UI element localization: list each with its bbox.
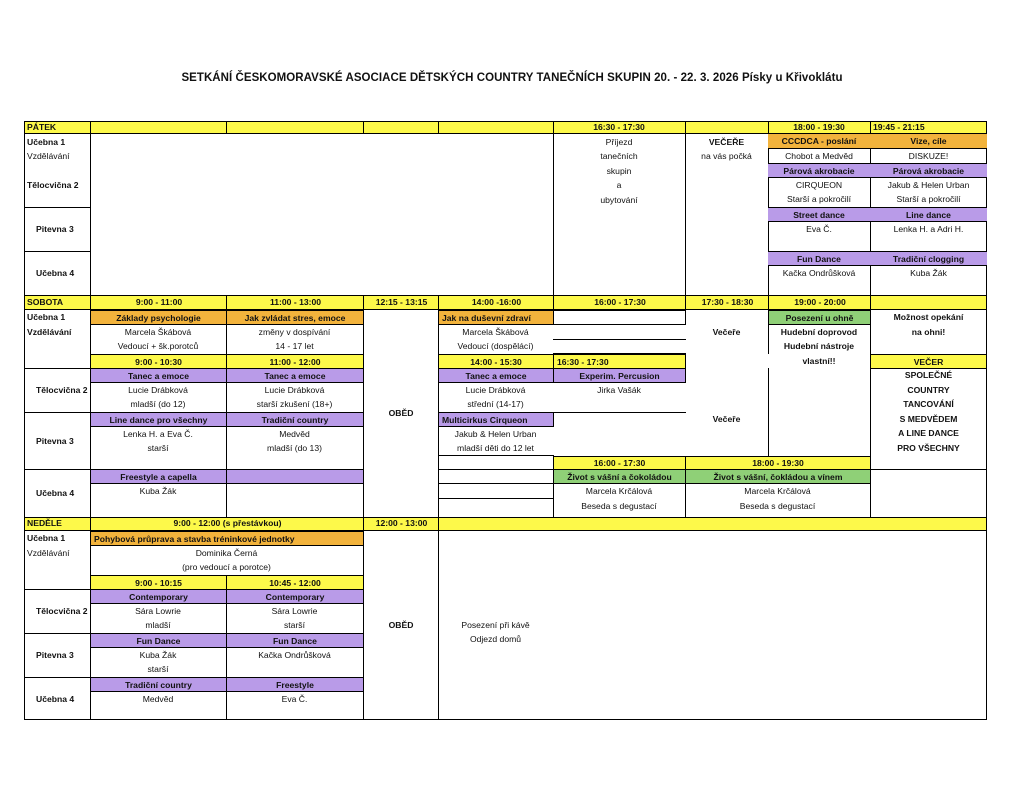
patek-room-2: Tělocvična 2 [27,180,79,190]
sobota-hudba-3: vlastní!! [802,356,836,366]
sobota-lineall-who: Lenka H. a Eva Č. [123,429,193,439]
sobota-vecer-line: COUNTRY [907,385,950,395]
patek-parova-2-who: Jakub & Helen Urban [887,180,970,190]
patek-dinner: VEČEŘE [708,137,745,147]
nedele-time2-0900: 9:00 - 10:15 [90,575,227,590]
sobota-free: Freestyle a capella [90,469,227,484]
sobota-ohen-cell [768,310,871,368]
sobota-time2-0900: 9:00 - 10:30 [90,354,227,369]
nedele-free: Freestyle [226,677,364,692]
nedele-free-who: Eva Č. [281,694,308,704]
nedele-room-2: Tělocvična 2 [36,606,88,617]
patek-day-label: PÁTEK [27,122,57,132]
nedele-cont-2-who: Sára Lowrie [271,606,318,616]
sobota-time3-1800: 18:00 - 19:30 [685,456,871,470]
sobota-tanec-2: Tanec a emoce [226,368,364,383]
sobota-multi-who: Jakub & Helen Urban [454,429,537,439]
sobota-tanec-3: Tanec a emoce [438,368,554,383]
sobota-time-1900: 19:00 - 20:00 [768,295,871,310]
nedele-room-1: Učebna 1 [27,533,66,543]
nedele-time-0900: 9:00 - 12:00 (s přestávkou) [90,516,364,531]
sobota-room-1: Učebna 1 [27,312,66,322]
page-title: SETKÁNÍ ČESKOMORAVSKÉ ASOCIACE DĚTSKÝCH COUNTRY TANEČNÍCH SKUPIN 20. - 22. 3. 2026 Písky u Křivoklátu [181,72,843,84]
patek-parova-1-level: Starší a pokročilí [787,194,851,204]
nedele-kava-1: Posezení při kávě [461,620,530,630]
patek-arrival-line: ubytování [600,195,638,205]
nedele-fun-1: Fun Dance [90,633,227,648]
sobota-cokolada-2-sub: Beseda s degustací [739,501,816,511]
nedele-cont-2: Contemporary [226,589,364,604]
sobota-time-1730: 17:30 - 18:30 [685,295,769,310]
empty-cell [438,469,554,484]
sobota-time-1215: 12:15 - 13:15 [363,295,439,310]
nedele-fun-1-level: starší [147,664,169,674]
sobota-opekani-1: Možnost opekání [893,312,964,322]
patek-fun: Fun Dance [768,251,870,266]
patek-room-1: Učebna 1 [27,137,66,147]
sobota-time2-1630: 16:30 - 17:30 [553,354,686,369]
divider [438,517,439,531]
sobota-dusevni: Jak na duševní zdraví [438,310,554,325]
divider [363,121,364,134]
sobota-tanec-3-level: střední (14-17) [467,399,524,409]
sobota-vecer-line: PRO VŠECHNY [897,443,960,453]
sobota-day-label: SOBOTA [27,297,64,307]
sobota-ohen: Posezení u ohně [768,310,871,325]
patek-street: Street dance [768,207,870,222]
nedele-time2-1045: 10:45 - 12:00 [226,575,364,590]
sobota-tanec-3-who: Lucie Drábková [465,385,526,395]
sobota-multi-level: mladší děti do 12 let [457,443,534,453]
sobota-perc: Experim. Percusion [553,368,686,383]
patek-clog: Tradiční clogging [870,251,987,266]
sobota-vecer: VEČER [870,354,987,369]
patek-street-who: Eva Č. [806,224,832,234]
divider [226,604,227,633]
divider [226,484,227,517]
sobota-zakl-for: Vedoucí + šk.porotců [117,341,199,351]
sobota-dinner-1: Večeře [685,310,769,354]
nedele-time-1200: 12:00 - 13:00 [363,516,439,531]
sobota-room-3: Pitevna 3 [36,435,74,446]
patek-room-4: Učebna 4 [36,268,75,279]
sobota-time-1100: 11:00 - 13:00 [226,295,364,310]
patek-vize: Vize, cíle [870,134,987,149]
sobota-tanec-1-who: Lucie Drábková [128,385,188,395]
empty-cell [768,368,871,470]
patek-parova-2-level: Starší a pokročilí [896,194,961,204]
sobota-time-1600: 16:00 - 17:30 [553,295,686,310]
sobota-room-2: Tělocvična 2 [36,385,88,396]
divider [553,412,686,413]
sobota-trad: Tradiční country [226,412,364,427]
nedele-room-3: Pitevna 3 [36,650,74,661]
divider [90,121,91,134]
nedele-pohyb: Pohybová průprava a stavba tréninkové jednotky [90,531,364,546]
sobota-cokolada-1-who: Marcela Krčálová [585,486,653,496]
patek-arrival-line: skupin [606,166,632,176]
sobota-time2-1400: 14:00 - 15:30 [438,354,554,369]
divider [226,648,227,677]
empty-cell [553,325,686,340]
sobota-vecer-line: S MEDVĚDEM [899,414,958,424]
patek-vize-who: DISKUZE! [908,151,949,161]
sobota-vecer-line: TANCOVÁNÍ [903,399,954,409]
divider [226,692,227,720]
nedele-trad-who: Medvěd [142,694,174,704]
sobota-perc-who: Jirka Vašák [597,385,641,395]
sobota-cokolada-1: Život s vášní a čokoládou [553,469,686,484]
nedele-kava-2: Odjezd domů [469,634,522,644]
sobota-time-1400: 14:00 -16:00 [438,295,554,310]
sobota-free-who: Kuba Žák [139,486,177,496]
sobota-stres-line1: změny v dospívání [258,327,331,337]
patek-parova-2: Párová akrobacie [870,163,987,178]
nedele-trad: Tradiční country [90,677,227,692]
nedele-cont-1-level: mladší [145,620,171,630]
patek-parova-1-who: CIRQUEON [795,180,843,190]
sobota-time-0900: 9:00 - 11:00 [90,295,227,310]
sobota-vecer-line: SPOLEČNÉ [904,370,953,380]
nedele-cont-1-who: Sára Lowrie [135,606,181,616]
sobota-room-1-sub: Vzdělávání [27,327,72,337]
nedele-fun-1-who: Kuba Žák [139,650,177,660]
patek-arrival-line: a [616,180,622,190]
sobota-stres-line2: 14 - 17 let [275,341,314,351]
schedule-table [24,121,987,720]
sobota-time3-1600: 16:00 - 17:30 [553,456,686,470]
sobota-tanec-1: Tanec a emoce [90,368,227,383]
nedele-pohyb-who: Dominika Černá [195,548,258,558]
nedele-room-1-sub: Vzdělávání [27,548,70,558]
sobota-zakl-who: Marcela Škábová [124,327,192,337]
patek-line-who: Lenka H. a Adri H. [893,224,964,234]
empty-cell [553,339,686,354]
nedele-pohyb-for: (pro vedoucí a porotce) [182,562,271,572]
sobota-hudba-1: Hudební doprovod [780,327,858,337]
nedele-lunch: OBĚD [363,531,439,720]
divider [870,295,871,310]
sobota-time2-1100: 11:00 - 12:00 [226,354,364,369]
sobota-lineall: Line dance pro všechny [90,412,227,427]
divider [226,121,227,134]
patek-arrival-line: tanečních [600,151,638,161]
patek-clog-who: Kuba Žák [910,268,947,278]
divider [553,484,554,517]
sobota-lunch: OBĚD [363,310,439,517]
sobota-lineall-level: starší [147,443,169,453]
sobota-room-4: Učebna 4 [36,488,75,499]
sobota-tanec-2-level: starší zkušení (18+) [256,399,333,409]
nedele-cont-2-level: starší [283,620,305,630]
divider [226,383,227,412]
divider [685,121,686,134]
empty-cell [226,469,364,484]
empty-cell [438,441,554,456]
nedele-fun-2-who: Kačka Ondrůšková [258,650,331,660]
patek-cccdca-who: Chobot a Medvěd [785,151,853,161]
sobota-dusevni-for: Vedoucí (dospělácí) [457,341,534,351]
sobota-tanec-1-level: mladší (do 12) [130,399,186,409]
sobota-vecer-line: A LINE DANCE [898,428,959,438]
patek-room-1-sub: Vzdělávání [27,151,70,161]
empty-cell [438,484,554,499]
divider [226,427,227,470]
patek-fun-who: Kačka Ondrůšková [782,268,856,278]
sobota-stres: Jak zvládat stres, emoce [226,310,364,325]
empty-cell [553,310,686,325]
sobota-cokolada-1-sub: Beseda s degustací [581,501,657,511]
sobota-cokolada-2-who: Marcela Krčálová [744,486,811,496]
nedele-fun-2: Fun Dance [226,633,364,648]
sobota-cokolada-2: Život s vášní, čokládou a vínem [685,469,871,484]
patek-time-1945: 19:45 - 21:15 [873,122,925,132]
sobota-trad-level: mladší (do 13) [267,443,322,453]
patek-time-1800: 18:00 - 19:30 [793,122,845,132]
sobota-trad-who: Medvěd [279,429,310,439]
sobota-multi: Multicirkus Cirqueon [438,412,554,427]
divider [438,121,439,134]
patek-cccdca: CCCDCA - poslání [768,134,870,149]
divider [226,325,227,354]
divider [685,484,686,517]
patek-room-3: Pitevna 3 [36,224,74,235]
sobota-hudba-2: Hudební nástroje [783,341,855,351]
nedele-cont-1: Contemporary [90,589,227,604]
patek-line: Line dance [870,207,987,222]
sobota-dusevni-who: Marcela Škábová [462,327,529,337]
divider [870,469,871,517]
patek-arrival-line: Příjezd [605,137,633,147]
nedele-room-4: Učebna 4 [36,693,75,704]
patek-dinner-sub: na vás počká [701,151,752,161]
patek-time-1630: 16:30 - 17:30 [593,122,645,132]
sobota-opekani-2: na ohni! [911,327,946,337]
patek-parova-1: Párová akrobacie [768,163,870,178]
sobota-dinner-2: Večeře [685,368,769,470]
divider [870,469,987,470]
nedele-day-label: NEDĚLE [27,518,62,528]
sobota-tanec-2-who: Lucie Drábková [264,385,325,395]
sobota-zakl: Základy psychologie [90,310,227,325]
